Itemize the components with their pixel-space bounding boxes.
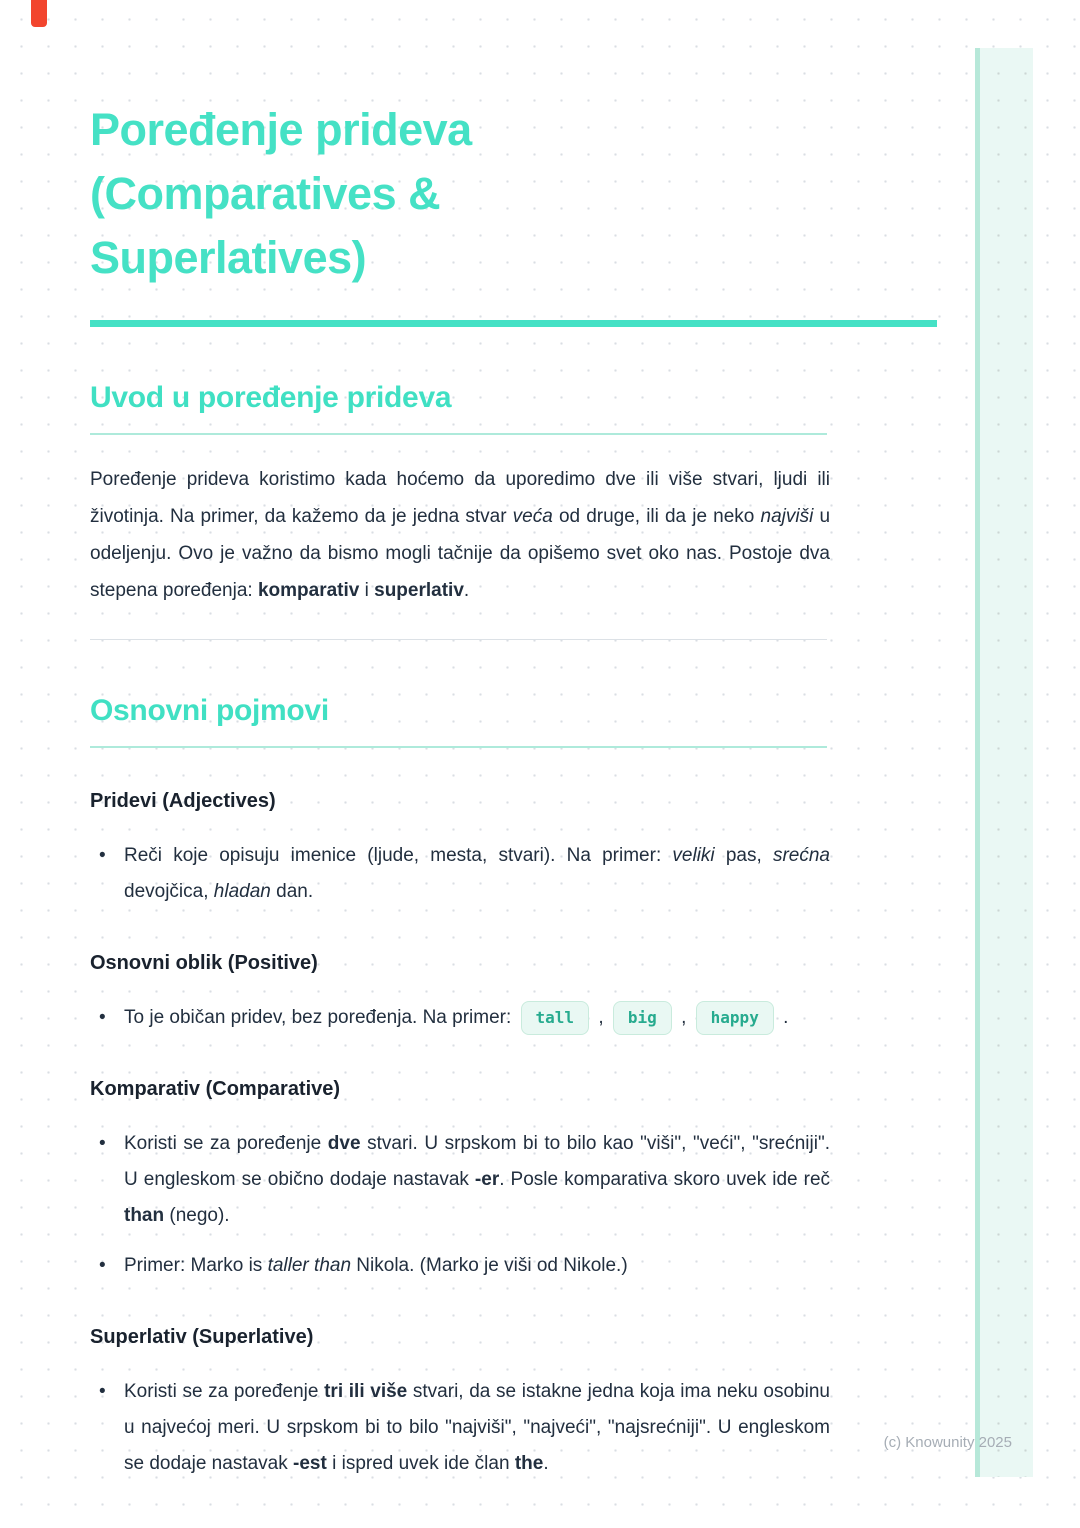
copyright-footer: (c) Knowunity 2025 [883, 1434, 1012, 1451]
subheading-superlativ: Superlativ (Superlative) [90, 1326, 314, 1348]
page-title: Poređenje prideva (Comparatives & Superlatives) [90, 104, 472, 283]
intro-paragraph: Poređenje prideva koristimo kada hoćemo da uporedimo dve ili više stvari, ljudi ili životinja. Na primer, da kažemo da je jedna stvar veća od druge, ili da je neko najviši u odeljenju. Ovo je važno da bismo mogli tačnije da opišemo svet oko nas. Postoje dva stepena poređenja: komparativ i superlativ. [90, 469, 831, 601]
subheading-pridevi: Pridevi (Adjectives) [90, 790, 276, 812]
list-item: • Koristi se za poređenje tri ili više stvari, da se istakne jedna koja ima neku osobinu u najvećoj meri. U srpskom bi to bilo "najviši", "najveći", "najsrećniji". U engleskom se dodaje nastavak -est i ispred uvek ide član the. [90, 1374, 830, 1482]
section-uvod [90, 379, 830, 640]
code-chip: big [613, 1001, 672, 1035]
section-heading-uvod: Uvod u poređenje prideva [90, 381, 452, 414]
bullet-list-superlativ [90, 1374, 830, 1482]
section-divider [90, 639, 827, 640]
right-margin-stripe [975, 48, 1033, 1477]
section-osnovni-pojmovi [90, 692, 830, 1482]
list-item: • To je običan pridev, bez poređenja. Na primer: tall , big , happy . [90, 1000, 830, 1036]
list-item: • Primer: Marko is taller than Nikola. (Marko je viši od Nikole.) [90, 1248, 830, 1284]
code-chip: tall [521, 1001, 590, 1035]
bullet-list-osnovni-oblik [90, 1000, 830, 1036]
title-divider [90, 320, 937, 327]
bullet-list-pridevi [90, 838, 830, 910]
section-heading-osnovni-pojmovi: Osnovni pojmovi [90, 694, 329, 727]
subheading-komparativ: Komparativ (Comparative) [90, 1078, 341, 1100]
notes-content [90, 0, 830, 1482]
section-heading-underline [90, 433, 827, 435]
red-bookmark-marker [31, 0, 47, 27]
section-heading-underline [90, 746, 827, 748]
list-item: • Koristi se za poređenje dve stvari. U srpskom bi to bilo kao "viši", "veći", "srećniji". U engleskom se obično dodaje nastavak -er. Posle komparativa skoro uvek ide reč than (nego). [90, 1126, 830, 1234]
list-item: • Reči koje opisuju imenice (ljude, mesta, stvari). Na primer: veliki pas, srećna devojčica, hladan dan. [90, 838, 830, 910]
bullet-list-komparativ [90, 1126, 830, 1284]
code-chip: happy [696, 1001, 774, 1035]
subheading-osnovni-oblik: Osnovni oblik (Positive) [90, 952, 318, 974]
